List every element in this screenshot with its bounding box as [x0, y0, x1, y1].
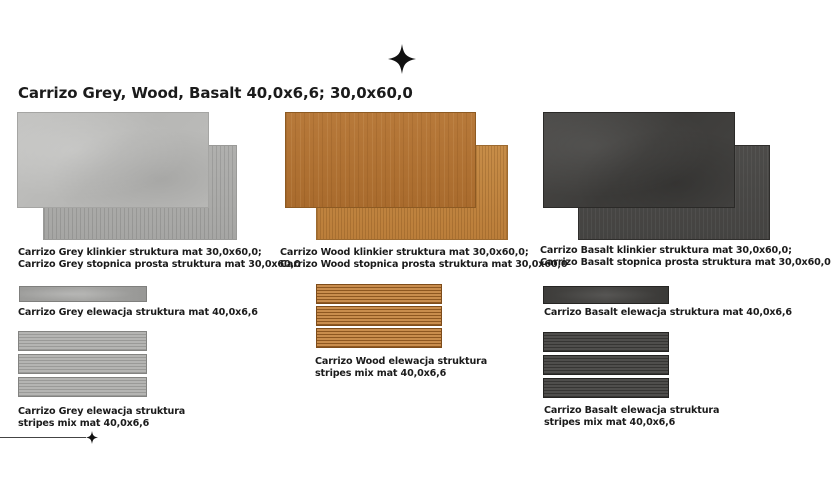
grey-clinker-tile — [17, 112, 209, 208]
wood-clinker-tile — [285, 112, 476, 208]
basalt-clinker-tile — [543, 112, 735, 208]
basalt-stripes-caption-1: Carrizo Basalt elewacja struktura — [544, 405, 720, 416]
wood-stripe-tile — [316, 328, 442, 348]
wood-tiles-caption-1: Carrizo Wood klinkier struktura mat 30,0x60,0; — [280, 247, 529, 258]
grey-stripe-tile — [18, 331, 147, 351]
basalt-stripes-caption-2: stripes mix mat 40,0x6,6 — [544, 417, 676, 428]
basalt-tiles-caption-1: Carrizo Basalt klinkier struktura mat 30,0x60,0; — [540, 245, 792, 256]
wood-stripes-caption-2: stripes mix mat 40,0x6,6 — [315, 368, 447, 379]
grey-tiles-caption-2: Carrizo Grey stopnica prosta struktura mat 30,0x60,0 — [18, 259, 301, 270]
basalt-elevation-caption: Carrizo Basalt elewacja struktura mat 40,0x6,6 — [544, 307, 792, 318]
basalt-stripe-tile — [543, 378, 669, 398]
grey-elevation-caption: Carrizo Grey elewacja struktura mat 40,0x6,6 — [18, 307, 258, 318]
grey-stripe-tile — [18, 354, 147, 374]
wood-stripes-caption-1: Carrizo Wood elewacja struktura — [315, 356, 488, 367]
grey-stripes-caption-2: stripes mix mat 40,0x6,6 — [18, 418, 150, 429]
grey-tiles-caption-1: Carrizo Grey klinkier struktura mat 30,0x60,0; — [18, 247, 262, 258]
wood-stripe-tile — [316, 284, 442, 304]
wood-tiles-caption-2: Carrizo Wood stopnica prosta struktura mat 30,0x60,0 — [280, 259, 568, 270]
four-point-star-icon — [388, 44, 416, 74]
basalt-elevation-tile — [543, 286, 669, 304]
basalt-stripe-tile — [543, 355, 669, 375]
basalt-tiles-caption-2: Carrizo Basalt stopnica prosta struktura mat 30,0x60,0 — [540, 257, 831, 268]
grey-stripe-tile — [18, 377, 147, 397]
wood-stripe-tile — [316, 306, 442, 326]
basalt-stripe-tile — [543, 332, 669, 352]
divider-line — [0, 437, 86, 438]
grey-stripes-caption-1: Carrizo Grey elewacja struktura — [18, 406, 186, 417]
page-title: Carrizo Grey, Wood, Basalt 40,0x6,6; 30,0x60,0 — [18, 84, 413, 102]
grey-elevation-tile — [19, 286, 147, 302]
four-point-star-icon — [86, 431, 98, 444]
